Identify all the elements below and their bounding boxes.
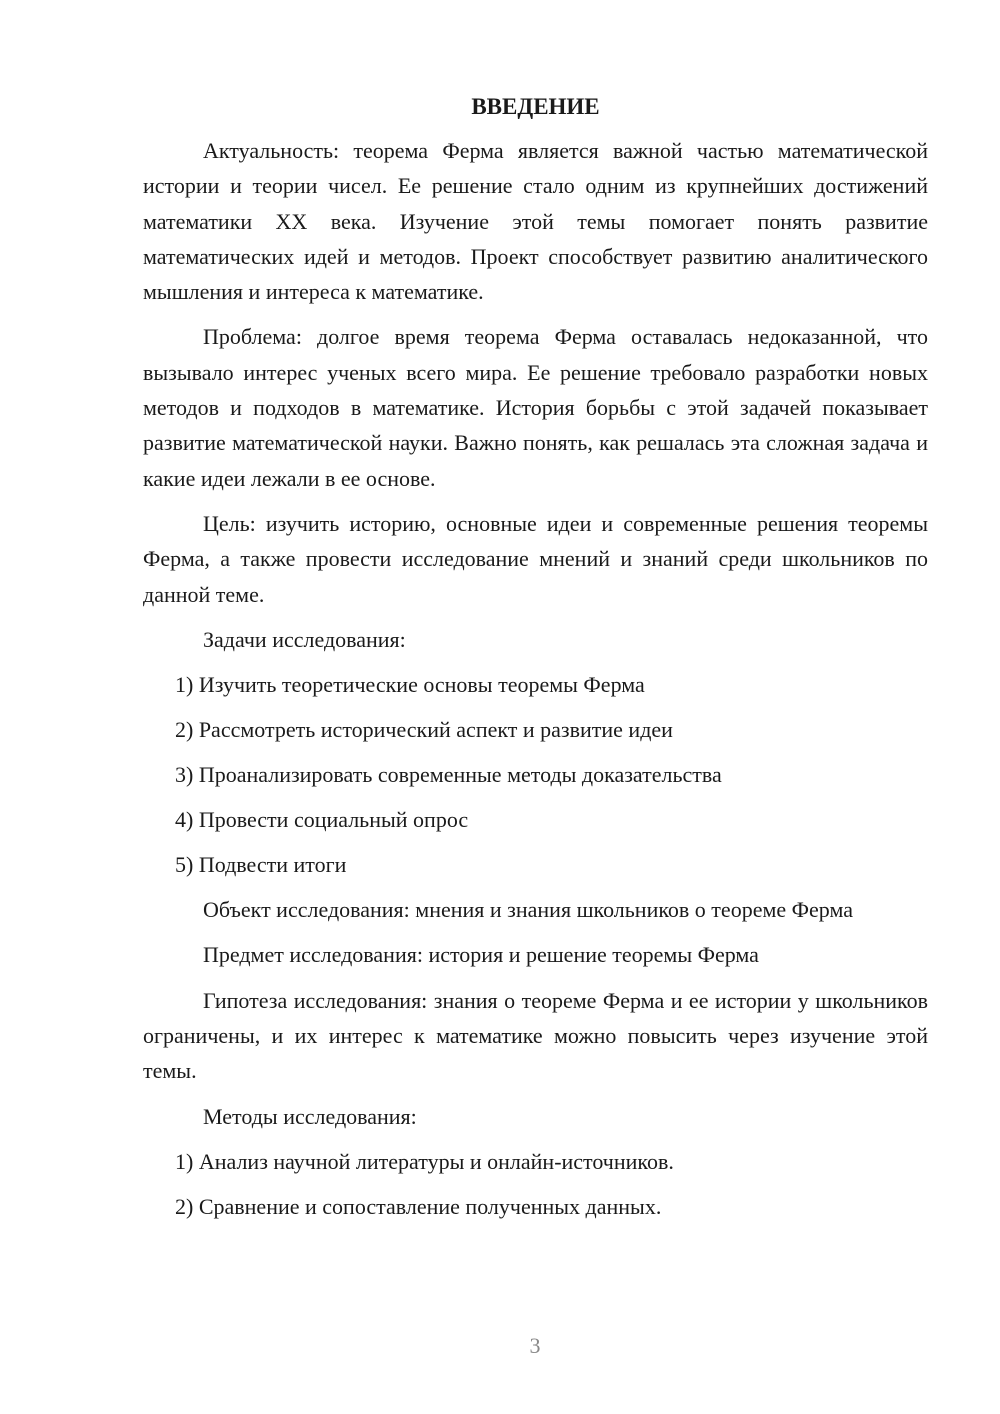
problem-paragraph: Проблема: долгое время теорема Ферма оставалась недоказанной, что вызывало интерес ученых всего мира. Ее решение требовало разработки новых методов и подходов в математике. История борьбы с этой задачей показывает развитие математической науки. Важно понять, как решалась эта сложная задача и какие идеи лежали в ее основе. (143, 324, 928, 491)
page-number: 3 (529, 1333, 541, 1358)
hypothesis-paragraph: Гипотеза исследования: знания о теореме Ферма и ее истории у школьников ограничены, и их интерес к математике можно повысить через изучение этой темы. (143, 987, 928, 1084)
task-item: 2) Рассмотреть исторический аспект и развитие идеи (175, 717, 673, 743)
method-item: 1) Анализ научной литературы и онлайн-источников. (175, 1148, 674, 1174)
document-page (143, 92, 928, 1224)
task-item: 4) Провести социальный опрос (175, 807, 469, 833)
method-item: 2) Сравнение и сопоставление полученных данных. (175, 1193, 662, 1219)
object-paragraph: Объект исследования: мнения и знания школьников о теореме Ферма (203, 897, 853, 923)
goal-paragraph: Цель: изучить историю, основные идеи и современные решения теоремы Ферма, а также провести исследование мнений и знаний среди школьников по данной теме. (143, 510, 928, 607)
methods-heading: Методы исследования: (203, 1103, 417, 1129)
relevance-paragraph: Актуальность: теорема Ферма является важной частью математической истории и теории чисел. Ее решение стало одним из крупнейших достижений математики XX века. Изучение этой темы помогает понять развитие математических идей и методов. Проект способствует развитию аналитического мышления и интереса к математике. (143, 138, 928, 305)
task-item: 1) Изучить теоретические основы теоремы Ферма (175, 672, 645, 698)
tasks-heading: Задачи исследования: (203, 626, 406, 652)
task-item: 5) Подвести итоги (175, 852, 347, 878)
task-item: 3) Проанализировать современные методы доказательства (175, 762, 722, 788)
section-heading: ВВЕДЕНИЕ (471, 94, 600, 119)
subject-paragraph: Предмет исследования: история и решение теоремы Ферма (203, 942, 759, 968)
